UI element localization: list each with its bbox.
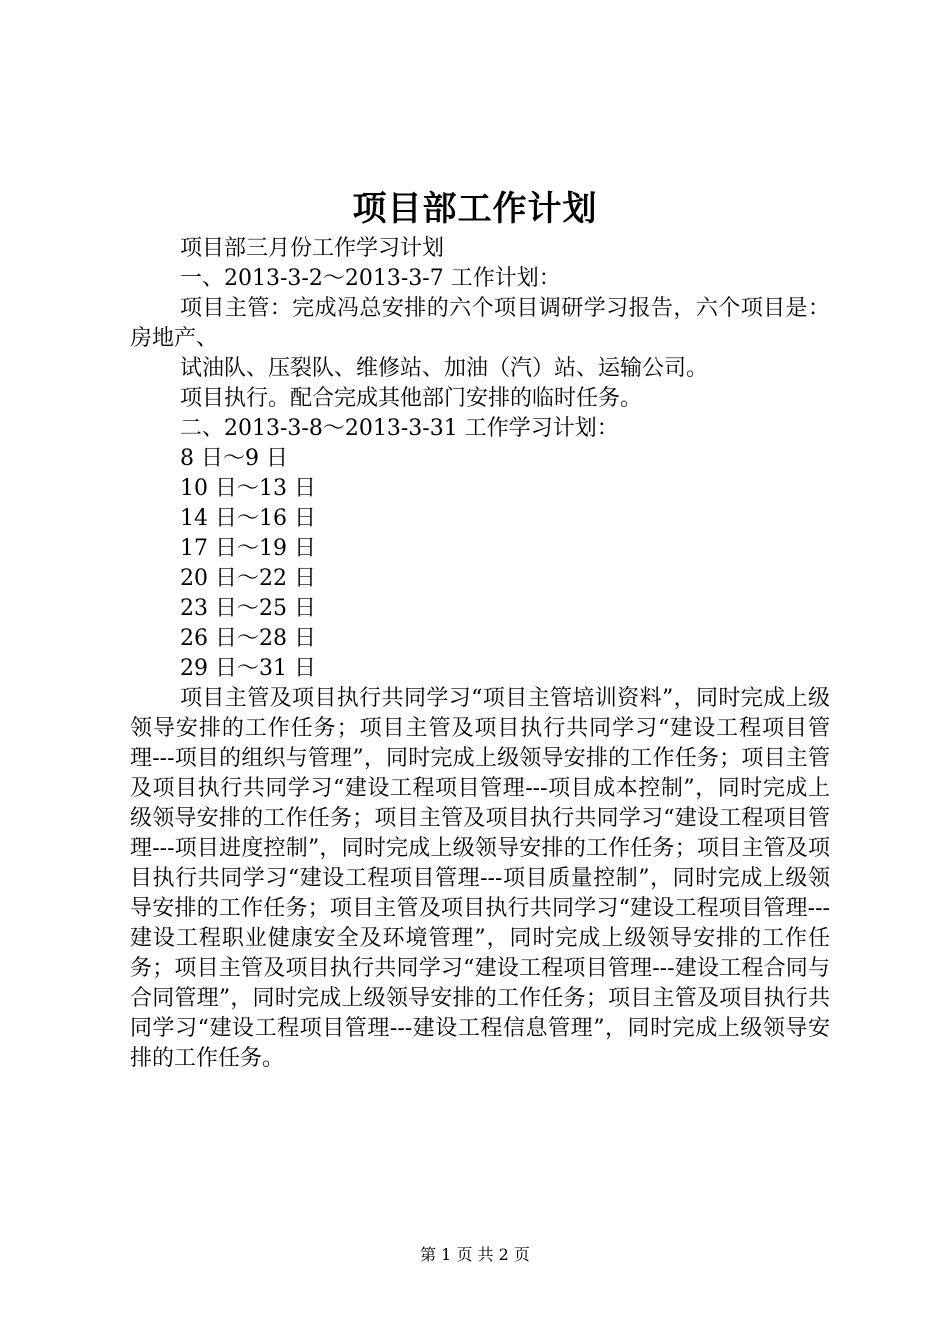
date-range-item: 29 日～31 日 [180, 656, 316, 681]
section1-paragraph-3: 项目执行。配合完成其他部门安排的临时任务。 [180, 386, 643, 411]
date-range-item: 26 日～28 日 [180, 626, 316, 651]
study-plan-paragraph: 项目主管及项目执行共同学习“项目主管培训资料”，同时完成上级领导安排的工作任务；项目主管及项目执行共同学习“建设工程项目管理---项目的组织与管理”，同时完成上级领导安排的工作任务；项目主管及项目执行共同学习“建设工程项目管理---项目成本控制”，同时完成上级领导安排的工作任务；项目主管及项目执行共同学习“建设工程项目管理---项目进度控制”，同时完成上级领导安排的工作任务；项目主管及项目执行共同学习“建设工程项目管理---项目质量控制”，同时完成上级领导安排的工作任务；项目主管及项目执行共同学习“建设工程项目管理---建设工程职业健康安全及环境管理”，同时完成上级领导安排的工作任务；项目主管及项目执行共同学习“建设工程项目管理---建设工程合同与合同管理”，同时完成上级领导安排的工作任务；项目主管及项目执行共同学习“建设工程项目管理---建设工程信息管理”，同时完成上级领导安排的工作任务。 [130, 686, 830, 1071]
date-range-item: 8 日～9 日 [180, 446, 288, 471]
document-subtitle: 项目部三月份工作学习计划 [180, 236, 445, 261]
date-range-item: 14 日～16 日 [180, 506, 316, 531]
date-range-item: 10 日～13 日 [180, 476, 316, 501]
section1-paragraph-2: 试油队、压裂队、维修站、加油（汽）站、运输公司。 [180, 356, 709, 381]
section1-paragraph-1: 项目主管：完成冯总安排的六个项目调研学习报告，六个项目是：房地产、 [130, 296, 830, 351]
page-number-footer: 第 1 页 共 2 页 [420, 1245, 530, 1264]
date-range-item: 23 日～25 日 [180, 596, 316, 621]
section1-heading: 一、2013-3-2～2013-3-7 工作计划： [180, 266, 561, 291]
document-body [130, 234, 830, 1074]
date-range-item: 20 日～22 日 [180, 566, 316, 591]
date-range-item: 17 日～19 日 [180, 536, 316, 561]
document-title: 项目部工作计划 [352, 189, 598, 229]
section2-heading: 二、2013-3-8～2013-3-31 工作学习计划： [180, 416, 619, 441]
